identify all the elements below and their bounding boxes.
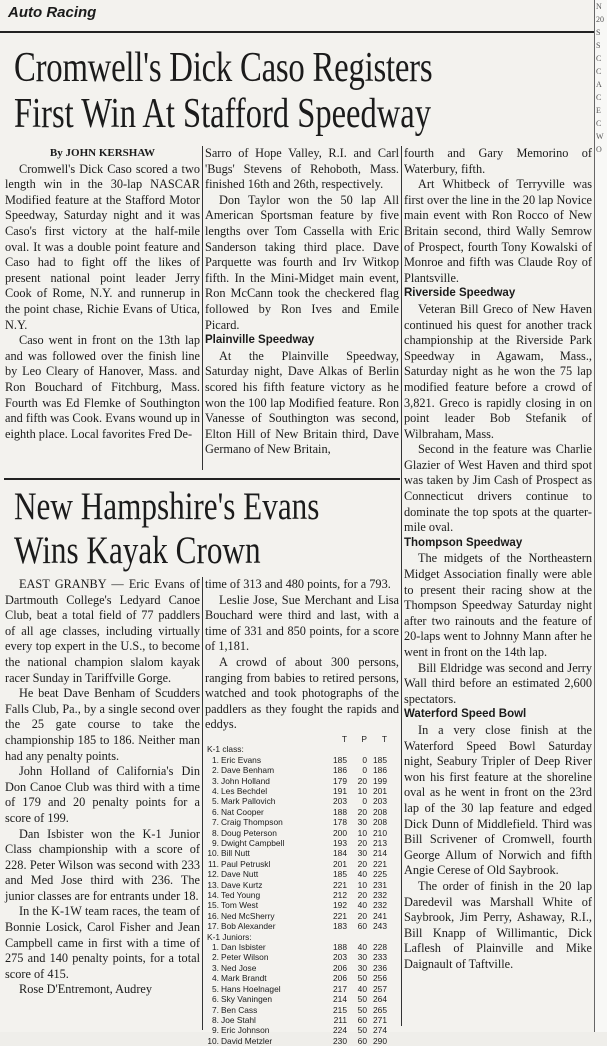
edge-char: A: [596, 80, 602, 89]
story1-headline-line2: First Win At Stafford Speedway: [14, 91, 432, 137]
subhead-plainville: Plainville Speedway: [205, 334, 315, 347]
paragraph: Rose D'Entremont, Audrey: [19, 982, 153, 997]
story2-column-1: [5, 577, 200, 1030]
subhead-riverside: Riverside Speedway: [404, 287, 516, 300]
table-cell-name: Ned McSherry: [221, 910, 275, 921]
table-cell-place: 11.: [207, 858, 219, 869]
paragraph: Art Whitbeck of Terryville was first over the line in the 20 lap Novice main event with Ron Rocco of New Britain second, third Wally Semrow of Prospect, fourth Tony Kowalski of Monroe and fifth was Claude Roy of Plantsville.: [404, 177, 592, 285]
subhead-thompson: Thompson Speedway: [404, 536, 523, 549]
table-row: [207, 869, 387, 879]
table-cell-total: 274: [373, 1025, 387, 1036]
table-cell-place: 9.: [212, 1025, 219, 1036]
table-row: [207, 994, 387, 1004]
table-cell-name: Peter Wilson: [221, 952, 269, 963]
table-cell-time: 206: [333, 973, 347, 984]
table-cell-time: 217: [333, 983, 347, 994]
table-row: [207, 838, 387, 848]
table-cell-place: 12.: [207, 869, 219, 880]
table-cell-name: Dave Benham: [221, 765, 275, 776]
table-cell-time: 200: [333, 827, 347, 838]
table-row: [207, 1025, 387, 1035]
paragraph: EAST GRANBY — Eric Evans of Dartmouth College's Ledyard Canoe Club, beat a total field of 77 paddlers of all age classes, including virtually every top expert in the U.S., to become the national champion slalom kayak racer Sunday in Tariffville Gorge.: [5, 577, 200, 685]
table-cell-place: 10.: [207, 848, 219, 859]
edge-char: E: [596, 106, 601, 115]
table-cell-total: 232: [373, 890, 387, 901]
table-cell-total: 231: [373, 879, 387, 890]
table-cell-total: 208: [373, 806, 387, 817]
table-cell-name: Nat Cooper: [221, 806, 264, 817]
table-cell-total: 225: [373, 869, 387, 880]
table-cell-time: 188: [333, 806, 347, 817]
table-cell-name: Bob Alexander: [221, 921, 276, 932]
table-cell-place: 4.: [212, 973, 219, 984]
table-row: [207, 984, 387, 994]
edge-char: C: [596, 119, 602, 128]
table-cell-name: David Metzler: [221, 1035, 273, 1046]
table-cell-total: 186: [373, 765, 387, 776]
table-cell-name: Ned Jose: [221, 962, 257, 973]
paragraph: fourth and Gary Memorino of Waterbury, fifth.: [404, 146, 592, 176]
paragraph: Veteran Bill Greco of New Haven continued his quest for another track championship at the Riverside Park Speedway in Agawam, Mass., Saturday night as he won the 75 lap modified feature before a crowd of 3,821. Greco is rapidly closing in on point leader Bob Stefanik of Wilbraham, Mass.: [404, 301, 592, 441]
table-cell-name: Eric Evans: [221, 754, 262, 765]
table-cell-total: 221: [373, 858, 387, 869]
table-cell-name: Hans Hoelnagel: [221, 983, 281, 994]
table-cell-name: Eric Johnson: [221, 1025, 270, 1036]
table-cell-name: Dave Nutt: [221, 869, 259, 880]
paragraph: Second in the feature was Charlie Glazier of West Haven and third spot was taken by Jim Cash of Prospect as Connecticut drivers continue to dominate the top spots at the quarter-mile oval.: [404, 442, 592, 535]
edge-char: C: [596, 67, 602, 76]
table-cell-name: Bill Nutt: [221, 848, 250, 859]
table-cell-place: 7.: [212, 1004, 219, 1015]
table-cell-time: 179: [333, 775, 347, 786]
table-cell-name: Tom West: [221, 900, 259, 911]
table-cell-penalty: 50: [357, 1004, 367, 1015]
table-cell-place: 7.: [212, 817, 219, 828]
table-cell-total: 233: [373, 952, 387, 963]
table-section-row: [207, 744, 387, 754]
table-cell-time: 215: [333, 1004, 347, 1015]
table-cell-place: 1.: [212, 754, 219, 765]
adjacent-page-edge: [594, 0, 607, 1032]
table-cell-place: 15.: [207, 900, 219, 911]
paragraph: Cromwell's Dick Caso scored a two length win in the 30-lap NASCAR Modified feature at the Stafford Motor Speedway, Saturday night and it was Caso's first victory at the half-mile oval. It was a double point feature and Caso had to fight off the likes of present national point leader Jerry Cook of Rome, N.Y. and runnerup in the point chase, Richie Evans of Utica, N.Y.: [5, 161, 200, 332]
table-row: [207, 973, 387, 983]
table-cell-penalty: 20: [357, 775, 367, 786]
subhead-waterford: Waterford Speed Bowl: [404, 708, 527, 721]
edge-char: N: [596, 2, 602, 11]
table-cell-total: 208: [373, 817, 387, 828]
table-cell-penalty: 20: [357, 838, 367, 848]
table-cell-total: 243: [373, 921, 387, 932]
table-cell-name: Sky Vaningen: [221, 994, 273, 1005]
paragraph: John Holland of California's Din Don Canoe Club was third with a time of 179 and 20 penalty points for a score of 199.: [5, 764, 200, 825]
table-cell-place: 5.: [212, 796, 219, 807]
table-cell-penalty: 50: [357, 1025, 367, 1036]
top-rule: [0, 31, 594, 33]
table-row: [207, 1015, 387, 1025]
table-cell-total: 232: [373, 900, 387, 911]
paragraph: He beat Dave Benham of Scudders Falls Club, Pa., by a single second over the 25 gate course to take the championship 185 to 186. Neither man had any penalty points.: [5, 686, 200, 763]
table-row: [207, 900, 387, 910]
paragraph: Sarro of Hope Valley, R.I. and Carl 'Bugs' Stevens of Rehoboth, Mass. finished 16th and 26th, respectively.: [205, 146, 399, 192]
table-row: [207, 848, 387, 858]
table-cell-name: Dan Isbister: [221, 942, 266, 953]
table-cell-time: 206: [333, 962, 347, 973]
table-cell-name: Dwight Campbell: [221, 838, 285, 848]
table-row: [207, 859, 387, 869]
table-cell-total: 241: [373, 910, 387, 921]
table-header-penalty: P: [361, 733, 367, 744]
table-row: [207, 963, 387, 973]
table-cell-total: 199: [373, 775, 387, 786]
table-row: [207, 1036, 387, 1046]
table-cell-place: 10.: [207, 1035, 219, 1046]
table-cell-penalty: 20: [357, 910, 367, 921]
table-cell-total: 290: [373, 1035, 387, 1046]
table-cell-penalty: 0: [362, 765, 367, 776]
table-cell-time: 212: [333, 890, 347, 901]
table-cell-penalty: 10: [357, 785, 367, 796]
table-cell-name: Mark Brandt: [221, 973, 267, 984]
table-cell-name: John Holland: [221, 775, 270, 786]
table-cell-total: 256: [373, 973, 387, 984]
edge-char: C: [596, 93, 602, 102]
table-cell-place: 2.: [212, 952, 219, 963]
table-cell-time: 201: [333, 858, 347, 869]
table-cell-penalty: 60: [357, 1014, 367, 1025]
table-cell-time: 211: [333, 1014, 347, 1025]
table-cell-total: 265: [373, 1004, 387, 1015]
table-cell-name: Mark Pallovich: [221, 796, 276, 807]
table-cell-penalty: 30: [357, 848, 367, 859]
table-row: [207, 828, 387, 838]
story1-column-3: [404, 146, 592, 1030]
table-cell-place: 16.: [207, 910, 219, 921]
story1-column-1: [5, 146, 200, 470]
table-cell-penalty: 20: [357, 858, 367, 869]
table-cell-place: 6.: [212, 806, 219, 817]
paragraph: In the K-1W team races, the team of Bonnie Losick, Carol Fisher and Jean Campbell came in first with a time of 275 and 140 penalty points, for a total score of 415.: [5, 904, 200, 981]
paragraph: The midgets of the Northeastern Midget Association finally were able to present their racing show at the Thompson Speedway Saturday night after two rainouts and the feature of 20-laps went to Johnny Mann after he went in front on the 14th lap.: [404, 551, 592, 659]
table-cell-place: 8.: [212, 1014, 219, 1025]
table-section-label: K-1 Juniors:: [207, 931, 252, 942]
story-divider: [4, 478, 400, 480]
table-cell-time: 184: [333, 848, 347, 859]
edge-char: 20: [596, 15, 604, 24]
table-cell-total: 214: [373, 848, 387, 859]
table-cell-time: 224: [333, 1025, 347, 1036]
table-row: [207, 755, 387, 765]
table-cell-total: 257: [373, 983, 387, 994]
column-divider: [401, 146, 402, 1026]
table-cell-penalty: 20: [357, 890, 367, 901]
table-cell-name: Doug Peterson: [221, 827, 277, 838]
table-header-total: T: [381, 733, 387, 744]
edge-char: S: [596, 28, 601, 37]
table-cell-total: 213: [373, 838, 387, 848]
table-cell-time: 230: [333, 1035, 347, 1046]
paragraph: Dan Isbister won the K-1 Junior Class championship with a score of 228. Peter Wilson was second with 233 and Med Jose third with 236. The junior classes are for entrants under 18.: [5, 826, 200, 903]
story2-headline-line2: Wins Kayak Crown: [14, 529, 261, 572]
table-header-time: T: [341, 733, 347, 744]
table-row: [207, 1005, 387, 1015]
table-cell-penalty: 50: [357, 973, 367, 984]
table-cell-total: 236: [373, 962, 387, 973]
table-cell-name: Craig Thompson: [221, 817, 283, 828]
edge-char: O: [596, 145, 602, 154]
table-row: [207, 796, 387, 806]
table-cell-place: 1.: [212, 942, 219, 953]
table-cell-time: 183: [333, 921, 347, 932]
column-divider: [202, 146, 203, 470]
table-cell-penalty: 60: [357, 1035, 367, 1046]
table-row: [207, 921, 387, 931]
paragraph: Caso went in front on the 13th lap and was followed over the finish line by Leo Cleary of Hanover, Mass. and Ron Bouchard of Fitchburg, Mass. Fourth was Ed Flemke of Southington and fifth was Cook. Evans wound up in eighth place. Local favorites Fred De-: [5, 333, 200, 441]
table-cell-time: 221: [333, 910, 347, 921]
story1-headline-line1: Cromwell's Dick Caso Registers: [14, 45, 433, 91]
edge-char: S: [596, 41, 601, 50]
table-row: [207, 817, 387, 827]
table-cell-time: 203: [333, 952, 347, 963]
story2-column-2: [205, 577, 399, 1046]
table-cell-penalty: 30: [357, 962, 367, 973]
table-cell-penalty: 40: [357, 900, 367, 911]
table-cell-time: 203: [333, 796, 347, 807]
table-cell-time: 214: [333, 994, 347, 1005]
table-section-label: K-1 class:: [207, 744, 244, 755]
table-cell-place: 14.: [207, 890, 219, 901]
table-cell-place: 5.: [212, 983, 219, 994]
table-cell-place: 8.: [212, 827, 219, 838]
table-cell-place: 6.: [212, 994, 219, 1005]
results-table: [207, 734, 387, 1046]
story2-headline-line1: New Hampshire's Evans: [14, 485, 320, 528]
paragraph: Leslie Jose, Sue Merchant and Lisa Bouchard were third and last, with a time of 331 and 850 points, for a score of 1,181.: [205, 592, 399, 654]
paragraph: A crowd of about 300 persons, ranging from babies to retired persons, watched and took photographs of the paddlers as they fought the rapids and eddys.: [205, 654, 399, 732]
table-cell-penalty: 20: [357, 806, 367, 817]
story1-column-2: [205, 146, 399, 470]
table-row: [207, 911, 387, 921]
table-row: [207, 786, 387, 796]
table-cell-penalty: 30: [357, 952, 367, 963]
table-cell-place: 13.: [207, 879, 219, 890]
table-cell-place: 3.: [212, 775, 219, 786]
table-row: [207, 890, 387, 900]
table-cell-penalty: 50: [357, 994, 367, 1005]
table-cell-name: Joe Stahl: [221, 1014, 256, 1025]
paragraph: Don Taylor won the 50 lap All American Sportsman feature by five lengths over Tom Cassella with Eric Sanderson taking third place. Dave Parquette was fourth and Irv Witkop fifth. In the Mini-Midget main event, Ron McCann took the checkered flag followed by Ron Ives and Emile Picard.: [205, 192, 399, 332]
table-cell-penalty: 40: [357, 869, 367, 880]
table-cell-name: Ben Cass: [221, 1004, 258, 1015]
byline: By JOHN KERSHAW: [49, 147, 156, 159]
paragraph: time of 313 and 480 points, for a 793.: [205, 577, 391, 591]
table-row: [207, 942, 387, 952]
table-cell-time: 193: [333, 838, 347, 848]
table-cell-total: 264: [373, 994, 387, 1005]
table-cell-total: 185: [373, 754, 387, 765]
table-cell-time: 192: [333, 900, 347, 911]
table-cell-total: 210: [373, 827, 387, 838]
table-cell-total: 203: [373, 796, 387, 807]
column-divider: [202, 577, 203, 1030]
table-cell-penalty: 0: [362, 796, 367, 807]
table-cell-name: Dave Kurtz: [221, 879, 263, 890]
table-cell-total: 271: [373, 1014, 387, 1025]
table-cell-name: Ted Young: [221, 890, 261, 901]
table-cell-penalty: 10: [357, 827, 367, 838]
table-cell-total: 201: [373, 785, 387, 796]
edge-char: C: [596, 54, 602, 63]
table-row: [207, 765, 387, 775]
table-cell-time: 178: [333, 817, 347, 828]
table-section-row: [207, 932, 387, 942]
table-cell-place: 3.: [212, 962, 219, 973]
table-cell-time: 191: [333, 785, 347, 796]
table-cell-name: Les Bechdel: [221, 785, 268, 796]
paragraph: The order of finish in the 20 lap Daredevil was Marshall White of Saybrook, Jim Perry, Ashaway, R.I., Bill Knapp of Willimantic, Dick Laflesh of Plainville and Mike Daignault of Taftville.: [404, 878, 592, 971]
table-cell-name: Paul Petruskl: [221, 858, 271, 869]
table-cell-penalty: 0: [362, 754, 367, 765]
section-kicker: Auto Racing: [8, 4, 97, 21]
edge-char: W: [596, 132, 604, 141]
table-cell-time: 185: [333, 869, 347, 880]
table-row: [207, 952, 387, 962]
table-row: [207, 880, 387, 890]
table-cell-penalty: 10: [357, 879, 367, 890]
table-cell-time: 221: [333, 879, 347, 890]
paragraph: Bill Eldridge was second and Jerry Wall third before an estimated 2,600 spectators.: [404, 660, 592, 706]
table-row: [207, 776, 387, 786]
paragraph: In a very close finish at the Waterford Speed Bowl Saturday night, Seabury Tripler of Deep River won his first feature at the shoreline oval as he went in front on the 23rd lap of the 30 lap feature and edged Dick Dunn of Middlefield. Third was Bill Scrivener of Cromwell, fourth George Allum of Norwich and fifth Angie Cerese of Old Saybrook.: [404, 722, 592, 878]
paragraph: At the Plainville Speedway, Saturday night, Dave Alkas of Berlin scored his fifth feature victory as he won the 100 lap Modified feature. Ron Vanesse of Southington was second, Elton Hill of New Britain third, Dave Germano of New Britain,: [205, 348, 399, 457]
table-cell-place: 17.: [207, 921, 219, 932]
table-header-row: [207, 734, 387, 744]
table-cell-time: 186: [333, 765, 347, 776]
table-cell-place: 2.: [212, 765, 219, 776]
table-cell-place: 9.: [212, 838, 219, 848]
table-cell-time: 185: [333, 754, 347, 765]
table-cell-total: 228: [373, 942, 387, 953]
table-cell-time: 188: [333, 942, 347, 953]
table-cell-penalty: 60: [357, 921, 367, 932]
table-row: [207, 807, 387, 817]
table-cell-place: 4.: [212, 785, 219, 796]
table-cell-penalty: 40: [357, 942, 367, 953]
table-cell-penalty: 30: [357, 817, 367, 828]
table-cell-penalty: 40: [357, 983, 367, 994]
